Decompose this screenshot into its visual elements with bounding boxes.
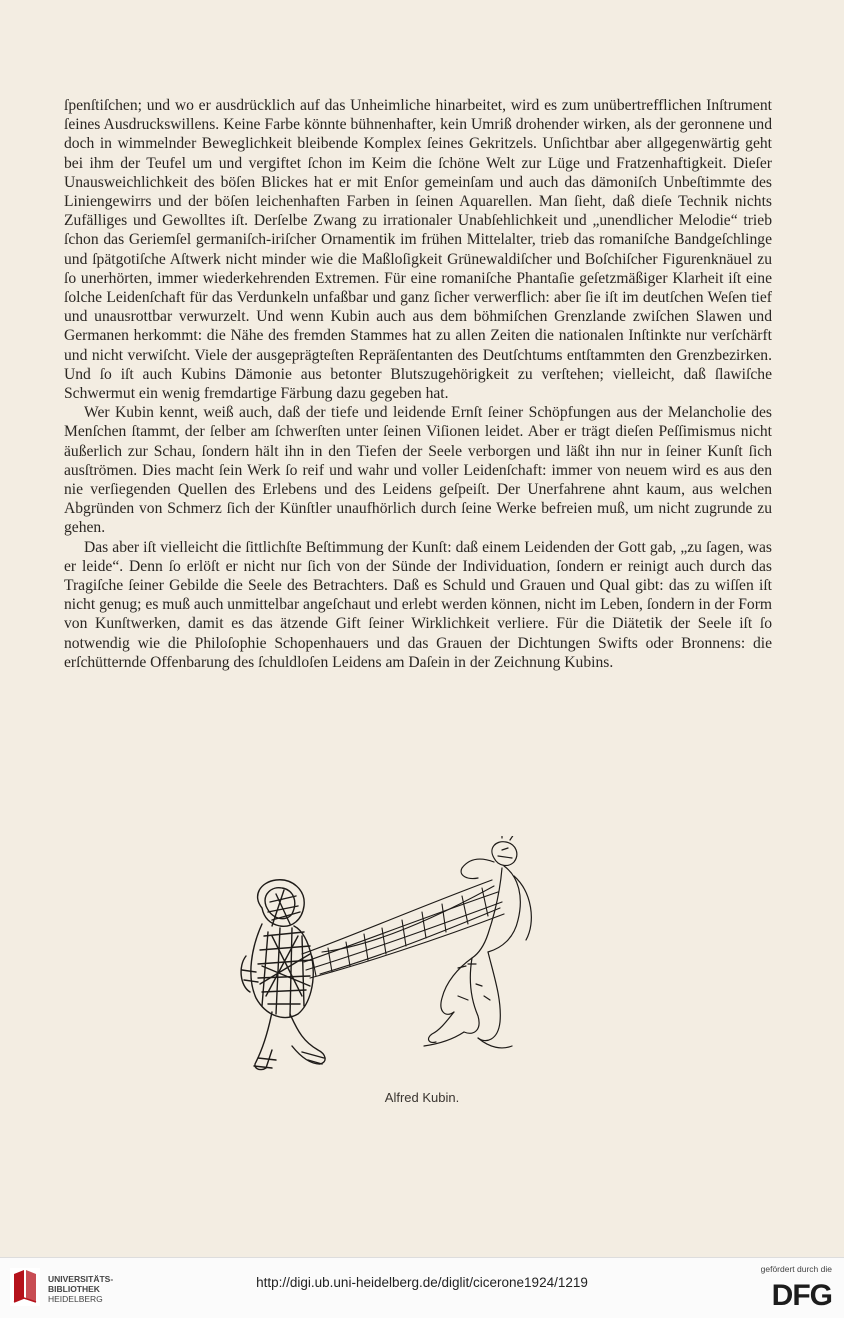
- pale-figure: [424, 836, 531, 1048]
- dark-figure: [241, 880, 325, 1070]
- permalink-url[interactable]: http://digi.ub.uni-heidelberg.de/diglit/cicerone1924/1219: [256, 1275, 588, 1290]
- library-name-line-1: UNIVERSITÄTS-: [48, 1274, 114, 1284]
- library-name-line-3: HEIDELBERG: [48, 1294, 103, 1304]
- figure-caption: Alfred Kubin.: [384, 1090, 460, 1105]
- kubin-drawing: [232, 836, 532, 1106]
- paragraph-1: ſpenſtiſchen; und wo er ausdrücklich auf das Unheimliche hinarbeitet, wird es zum unübertrefflichen Inſtrument ſeines Ausdruckswillens. Keine Farbe könnte bühnenhafter, kein Umriß drohender wirken, als der geronnene und doch in wimmelnder Beweglichkeit bleibende Komplex ſeines Gekritzels. Unſichtbar aber allgegenwärtig geht bei ihm der Teufel um und vergiftet ſchon im Keim die ſchöne Welt zur Lüge und Fratzenhaftigkeit. Dieſer Unausweichlichkeit des böſen Blickes hat er mit Enſor gemeinſam und auch das dämoniſch Unbeſtimmte des Liniengewirrs und der böſen leichenhaften Farben in ſeinen Aquarellen. Man ſieht, daß dieſe Technik nichts Zufälliges und Gewolltes iſt. Derſelbe Zwang zu irrationaler Unabſehlichkeit und „unendlicher Melodie“ trieb ſchon das Geriemſel germaniſch-iriſcher Ornamentik im frühen Mittelalter, trieb das romaniſche Bandgeſchlinge und ſpätgotiſche Aſtwerk nicht minder wie die Maßloſigkeit Grünewaldiſcher und Boſchiſcher Figurenknäuel zu ſo unerhörten, immer wiederkehrenden Extremen. Für eine romaniſche Phantaſie geſetzmäßiger Klarheit iſt eine ſolche Leidenſchaft für das Verdunkeln unfaßbar und ganz ſicher verwerflich: aber ſie iſt im deutſchen Weſen tief und unausrottbar verwurzelt. Und wenn Kubin auch aus dem böhmiſchen Grenzlande zwiſchen Slawen und Germanen herkommt: die Nähe des fremden Stammes hat zu allen Zeiten die nationalen Inſtinkte nur verſchärft und nicht verwiſcht. Viele der ausgeprägteſten Repräſentanten des Deutſchtums entſtammten den Grenzbezirken. Und ſo iſt auch Kubins Dämonie aus betonter Blutszugehörigkeit zu verſtehen; vielleicht, daß ſlawiſche Schwermut ein wenig fremdartige Färbung dazu gegeben hat.: [64, 97, 772, 403]
- paragraph-3: Das aber iſt vielleicht die ſittlichſte Beſtimmung der Kunſt: daß einem Leidenden der Gott gab, „zu ſagen, was er leide“. Denn ſo erlöſt er nicht nur ſich von der Sünde der Individuation, ſondern er reinigt auch durch das Tragiſche ſeiner Gebilde die Seele des Betrachters. Daß es Schuld und Grauen und Qual gibt: das zu wiſſen iſt nicht genug; es muß auch unmittelbar angeſchaut und erlebt werden können, nicht im Leben, ſondern in der Form von Kunſtwerken, damit es das ätzende Gift ſeiner Wirklichkeit verliere. Für die Diätetik der Seele iſt ſo notwendig wie die Philoſophie Schopenhauers und das Grauen der Dichtungen Swifts oder Bronnens: die erſchütternde Offenbarung des ſchuldloſen Leidens am Daſein in der Zeichnung Kubins.: [64, 538, 773, 671]
- dfg-logo[interactable]: DFG: [771, 1279, 832, 1312]
- library-name-line-2: BIBLIOTHEK: [48, 1284, 100, 1294]
- funded-by-label: gefördert durch die: [760, 1264, 832, 1274]
- paragraph-2: Wer Kubin kennt, weiß auch, daß der tiefe und leidende Ernſt ſeiner Schöpfungen aus der Melancholie des Menſchen ſtammt, der ſelber am ſchwerſten unter ſeinen Viſionen leidet. Aber er trägt dieſen Peſſimismus nicht äußerlich zur Schau, ſondern hält ihn in den Tiefen der Seele verborgen und läßt ihn nur in ſeiner Kunſt ſich ausſtrömen. Dies macht ſein Werk ſo reif und wahr und voller Leidenſchaft: immer von neuem wird es aus den nie verſiegenden Quellen des Erlebens und des Leidens geſpeiſt. Der Unerfahrene ahnt kaum, aus welchen Abgründen von Schmerz ſich der Künſtler unaufhörlich durch ſeine Werke befreien muß, um nicht zugrunde zu gehen.: [64, 404, 772, 537]
- viewer-footer: [0, 1257, 844, 1318]
- stretched-cloth: [302, 880, 504, 978]
- article-text: [64, 96, 772, 672]
